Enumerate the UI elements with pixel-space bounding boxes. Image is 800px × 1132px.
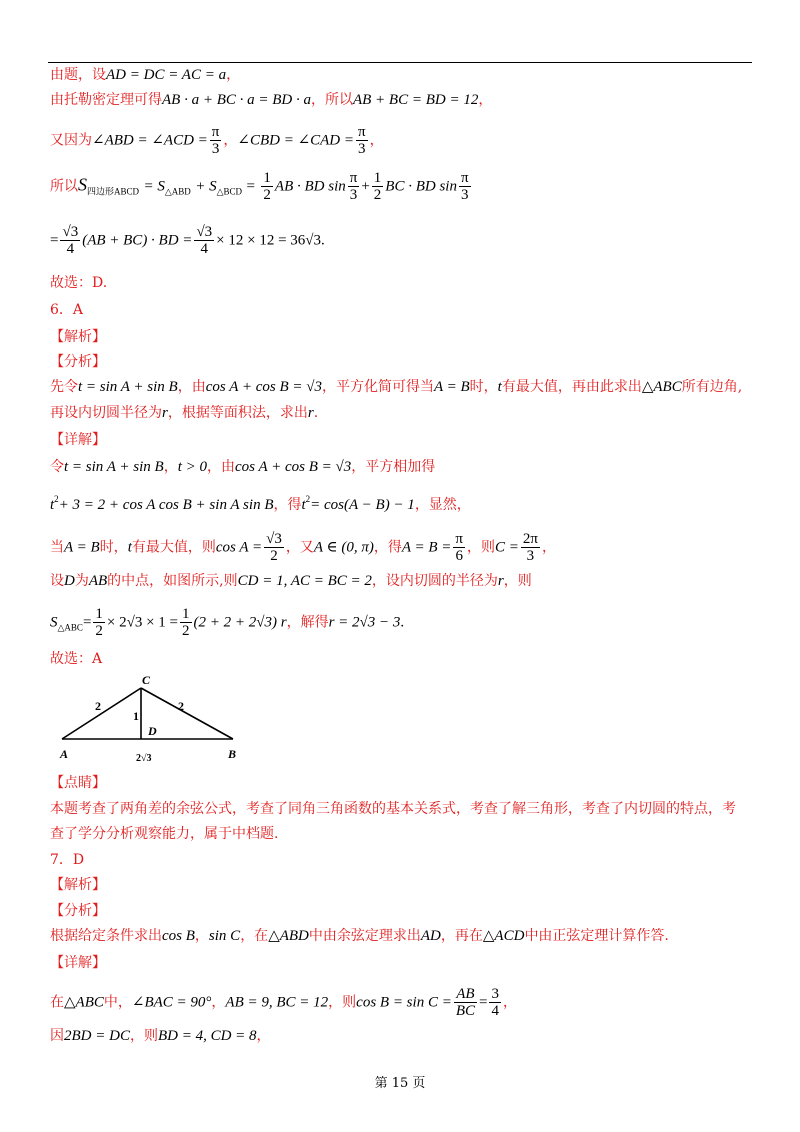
section-heading-remarks: 【点睛】 xyxy=(50,775,106,791)
vertex-b-label: B xyxy=(228,747,237,761)
line-14: $t^2+ 3 = 2 + \cos A$ cos B + sin A sin B，得$t^2= \cos(A - B) - 1$，显然， xyxy=(50,494,471,513)
line-27: 在△ABC中，∠BAC = 90°，AB = 9, BC = 12，则cos B = sin C = $\frac{AB}{BC}$ = $\frac{3}{4}$ ， xyxy=(50,986,517,1019)
line-28: 因2BD = DC，则BD = 4, CD = 8， xyxy=(50,1028,271,1044)
section-heading-analysis: 【解析】 xyxy=(50,329,106,345)
fraction: $\frac{\pi}{3}$ xyxy=(358,124,366,157)
section-heading-breakdown-7: 【分析】 xyxy=(50,903,106,919)
section-heading-details-7: 【详解】 xyxy=(50,955,106,971)
line-5: = $\frac{√3}{4}$ (AB + BC) · BD = $\frac{√3}{4}$ × 12 × 12 = 36√3. xyxy=(50,224,325,257)
vertex-a-label: A xyxy=(60,747,69,761)
line-25: 根据给定条件求出cos B，sin C，在△ABD中由余弦定理求出AD，再在△ACD中由正弦定理计算作答. xyxy=(50,928,669,944)
side-ac-line xyxy=(62,688,141,739)
line-10: 先令t = sin A + sin B，由cos A + cos B = √3，平方化简可得当A = B时，t有最大值，再由此求出△ABC所有边角, xyxy=(50,379,743,395)
side-bc-label: 2 xyxy=(178,699,184,713)
section-heading-analysis-7: 【解析】 xyxy=(50,877,106,893)
line-4: 所以$S_{四边形ABCD} = S_{\triangle ABD} + S_{\triangle BCD}$ = $\frac{1}{2}$ AB · BD sin $\frac{\pi}{3}$ + $\frac{1}{2}$ BC · BD sin $\frac{\pi}{3}$ xyxy=(50,170,469,203)
line-11: 再设内切圆半径为r，根据等面积法，求出r. xyxy=(50,405,319,421)
question-number-7: 7．D xyxy=(50,852,85,868)
side-cd-label: 1 xyxy=(133,709,139,723)
fraction: $\frac{\pi}{3}$ xyxy=(211,124,220,157)
vertex-c-label: C xyxy=(142,673,151,687)
section-heading-details: 【详解】 xyxy=(50,432,106,448)
line-15: 当A = B时，t有最大值，则cos A = $\frac{√3}{2}$ ，又A ∈ (0, π)，得A = B = $\frac{\pi}{6}$ ，则C = $\frac{2\pi}{3}$ ， xyxy=(50,531,556,564)
answer-choice-6: 故选：A xyxy=(50,651,103,667)
line-2: 由托勒密定理可得AB · a + BC · a = BD · a，所以AB + BC = BD = 12， xyxy=(50,92,493,108)
line-1: 由题，设AD = DC = AC = a， xyxy=(50,67,241,83)
side-ac-label: 2 xyxy=(95,699,101,713)
line-3: 又因为∠ABD = ∠ACD = $\frac{\pi}{3}$ ，∠CBD = ∠CAD = $\frac{\pi}{3}$ ， xyxy=(50,124,384,157)
remarks-line-2: 查了学分分析观察能力，属于中档题. xyxy=(50,826,279,842)
answer-choice-5: 故选：D. xyxy=(50,275,108,291)
header-rule xyxy=(48,62,752,63)
line-16: 设D为AB的中点，如图所示,则CD = 1, AC = BC = 2，设内切圆的半径为r，则 xyxy=(50,573,532,589)
section-heading-breakdown: 【分析】 xyxy=(50,354,106,370)
line-13: 令t = sin A + sin B，t > 0，由cos A + cos B = √3，平方相加得 xyxy=(50,459,436,475)
side-ab-label: 2√3 xyxy=(136,753,152,764)
page-footer: 第 15 页 xyxy=(374,1076,426,1091)
remarks-line-1: 本题考查了两角差的余弦公式，考查了同角三角函数的基本关系式，考查了解三角形，考查了内切圆的特点，考 xyxy=(50,801,736,817)
triangle-figure xyxy=(55,672,245,768)
question-number-6: 6．A xyxy=(50,302,84,318)
vertex-d-label: D xyxy=(148,724,157,738)
line-17: $S_{\triangle ABC}=$ $\frac{1}{2}$ × 2√3 × 1 = $\frac{1}{2}$ (2 + 2 + 2√3) r，解得r = 2√3 − 3. xyxy=(50,606,405,639)
